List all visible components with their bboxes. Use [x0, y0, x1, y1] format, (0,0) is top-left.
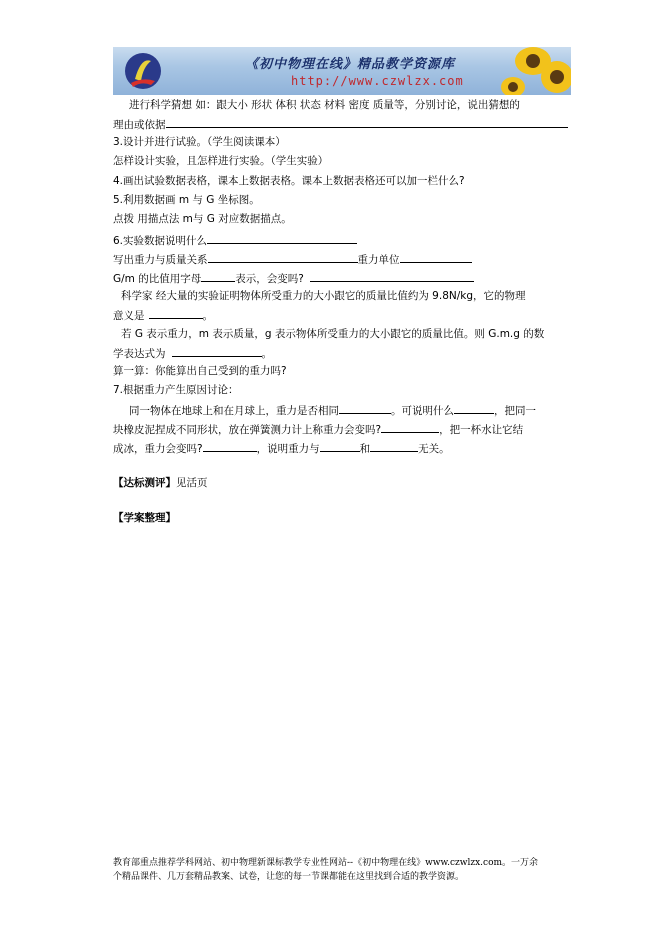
assessment-line — [113, 476, 208, 490]
unit-label: 重力单位 — [357, 254, 400, 266]
ratio-line — [113, 270, 474, 286]
guess-line: 进行科学猜想 如：跟大小 形状 体积 状态 材料 密度 质量等，分别讨论，说出猜想的 — [129, 99, 520, 111]
reason-line — [113, 116, 568, 132]
hint-line: 点拨 用描点法 m与 G 对应数据描点。 — [113, 213, 292, 225]
conclusion-label: ，说明重力与 — [256, 443, 320, 455]
moon-line-end: ，把同一 — [494, 405, 536, 417]
page-footer — [113, 856, 583, 884]
moon-question: 同一物体在地球上和在月球上，重力是否相同 — [129, 405, 339, 417]
ice-question: 成冰，重力会变吗? — [113, 443, 203, 455]
formula-intro: 若 G 表示重力，m 表示质量，g 表示物体所受重力的大小跟它的质量比值。则 G.m.g 的数 — [121, 328, 545, 340]
formula-blank[interactable] — [172, 345, 262, 357]
clay-line — [113, 421, 523, 437]
moon-line — [129, 402, 536, 418]
step-5: 5.利用数据画 m 与 G 坐标图。 — [113, 194, 260, 206]
unit-blank[interactable] — [400, 251, 472, 263]
calc-line: 算一算：你能算出自己受到的重力吗? — [113, 365, 287, 377]
assessment-heading: 【达标测评】 — [113, 477, 176, 489]
assessment-note: 见活页 — [176, 477, 208, 489]
clay-blank[interactable] — [381, 421, 439, 433]
meaning-blank[interactable] — [149, 307, 203, 319]
formula-period: 。 — [261, 348, 272, 360]
experiment-question: 怎样设计实验，且怎样进行实验。（学生实验） — [113, 155, 329, 167]
meaning-line — [113, 307, 213, 323]
footer-line-2: 个精品课件、几万套精品教案、试卷，让您的每一节课都能在这里找到合适的教学资源。 — [113, 872, 465, 882]
conclusion-blank-2[interactable] — [370, 440, 418, 452]
step-4: 4.画出试验数据表格，课本上数据表格。课本上数据表格还可以加一栏什么? — [113, 175, 465, 187]
irrelevant-label: 无关。 — [418, 443, 450, 455]
banner-title: 《初中物理在线》精品教学资源库 — [245, 57, 456, 72]
relation-blank[interactable] — [208, 251, 358, 263]
conclusion-blank-1[interactable] — [320, 440, 360, 452]
formula-label: 学表达式为 — [113, 348, 166, 360]
and-label: 和 — [359, 443, 371, 455]
reason-blank[interactable] — [166, 116, 568, 128]
ratio-change-label: 表示，会变吗? — [235, 273, 304, 285]
step-3: 3.设计并进行试验。（学生阅读课本） — [113, 136, 286, 148]
summary-heading: 【学案整理】 — [113, 512, 176, 524]
clay-line-end: ，把一杯水让它结 — [439, 424, 524, 436]
relation-label: 写出重力与质量关系 — [113, 254, 208, 266]
step-7: 7.根据重力产生原因讨论： — [113, 384, 239, 396]
ice-blank[interactable] — [203, 440, 257, 452]
step-6-blank[interactable] — [207, 232, 357, 244]
meaning-period: 。 — [202, 310, 213, 322]
site-logo-icon — [121, 49, 165, 93]
sunflower-icon — [483, 47, 571, 95]
ratio-letter-blank[interactable] — [201, 270, 235, 282]
meaning-label: 意义是 — [113, 310, 145, 322]
meaning-question-blank[interactable] — [454, 402, 494, 414]
formula-line — [113, 345, 272, 361]
step-6-label: 6.实验数据说明什么 — [113, 235, 208, 247]
ratio-change-blank[interactable] — [310, 270, 474, 282]
ratio-label: G/m 的比值用字母 — [113, 273, 202, 285]
step-6 — [113, 232, 357, 248]
relation-line — [113, 251, 472, 267]
meaning-question: 。可说明什么 — [391, 405, 454, 417]
reason-label: 理由或依据 — [113, 119, 166, 131]
ice-line — [113, 440, 450, 456]
scientist-line: 科学家 经大量的实验证明物体所受重力的大小跟它的质量比值约为 9.8N/kg，它的物理 — [121, 290, 526, 302]
banner-url[interactable]: http://www.czwlzx.com — [291, 74, 464, 88]
footer-line-1: 教育部重点推荐学科网站、初中物理新课标教学专业性网站--《初中物理在线》www.czwlzx.com。一万余 — [113, 858, 539, 868]
clay-question: 块橡皮泥捏成不同形状，放在弹簧测力计上称重力会变吗? — [113, 424, 382, 436]
moon-blank[interactable] — [339, 402, 391, 414]
site-banner — [113, 47, 571, 95]
